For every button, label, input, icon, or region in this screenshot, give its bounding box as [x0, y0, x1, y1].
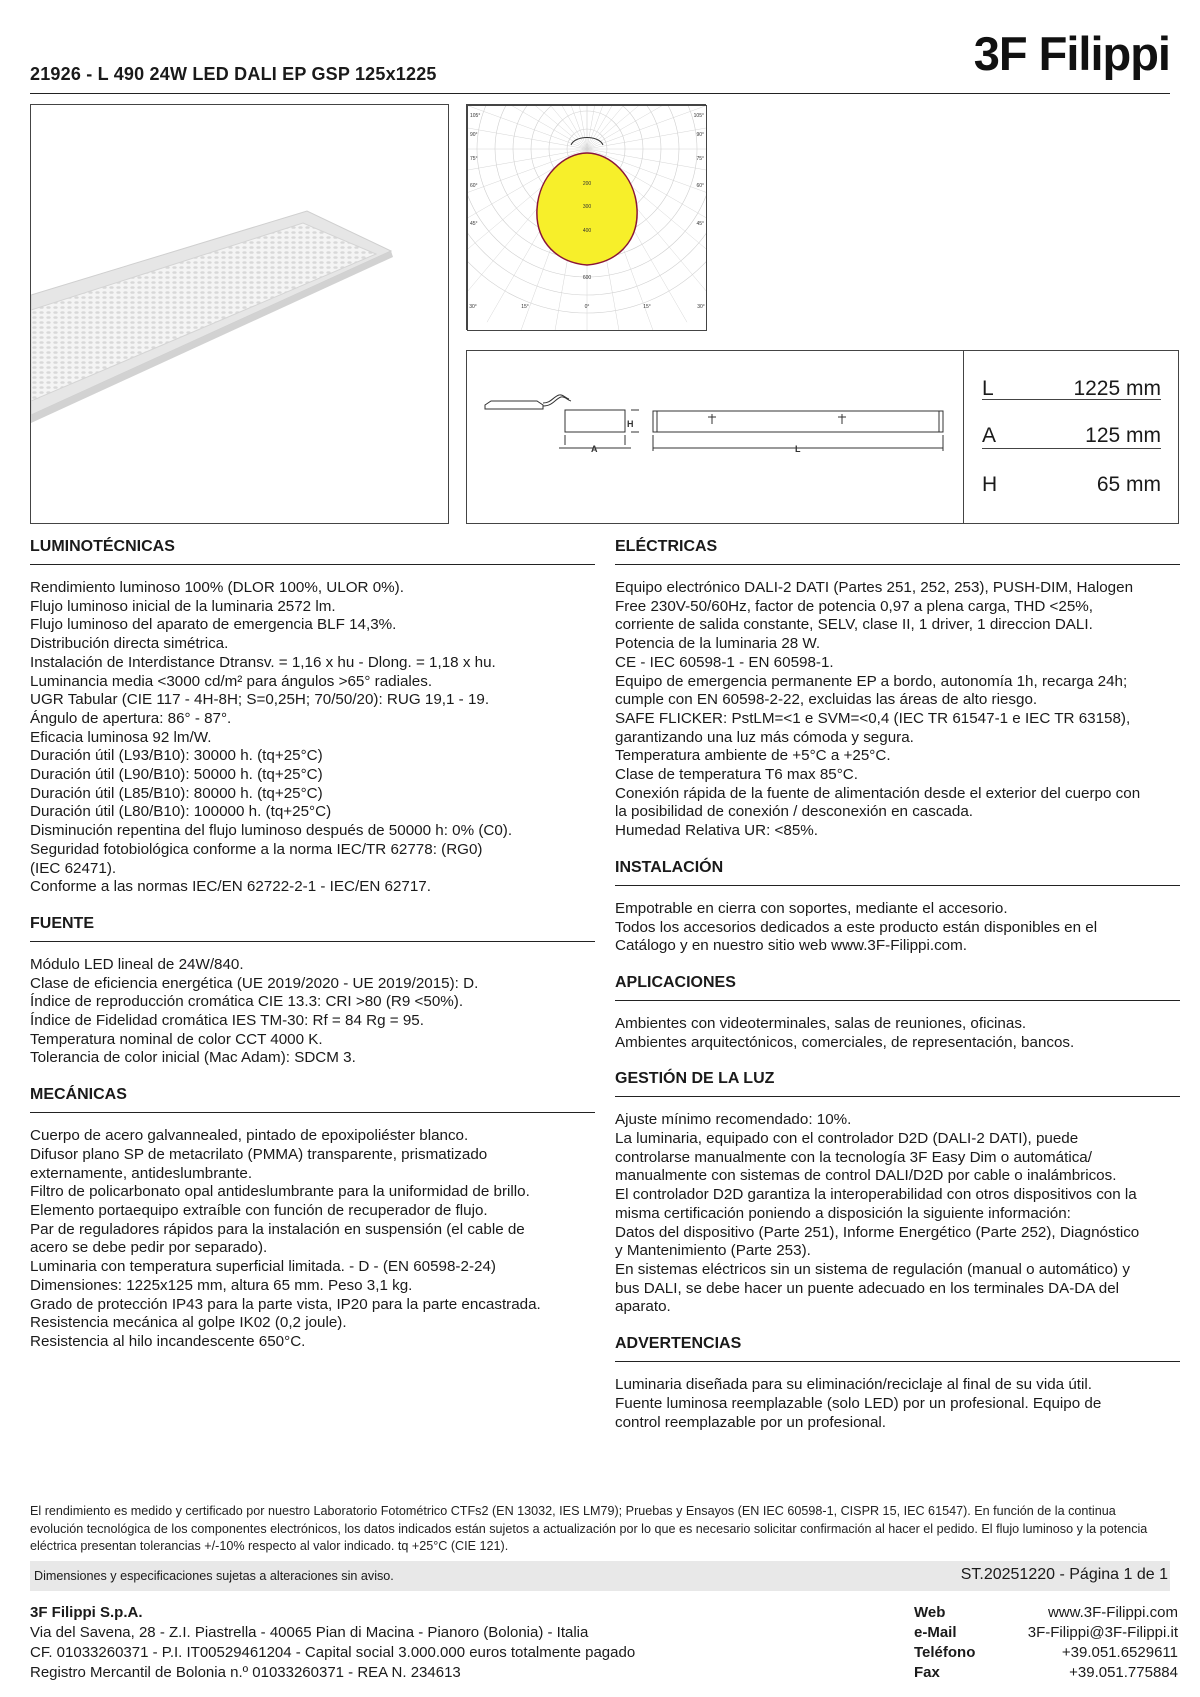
section-body: [615, 1111, 1180, 1317]
polar-angle-label: 45°: [696, 221, 704, 227]
section-body: [615, 900, 1180, 956]
polar-angle-label: 90°: [696, 132, 704, 138]
polar-angle-label: 75°: [696, 156, 704, 162]
company-tax: CF. 01033260371 - P.I. IT00529461204 - Capital social 3.000.000 euros totalmente pagado: [30, 1644, 636, 1661]
footer-disclaimer: Dimensiones y especificaciones sujetas a alteraciones sin aviso.: [34, 1569, 394, 1583]
header: [30, 20, 1170, 94]
product-photo: [30, 104, 449, 524]
company-registry: Registro Mercantil de Bolonia n.º 01033260371 - REA N. 234613: [30, 1664, 461, 1681]
dimension-value: 65 mm: [1096, 473, 1161, 496]
footer-bar: [30, 1561, 1170, 1591]
spec-line: Luminaria diseñada para su eliminación/reciclaje al final de su vida útil.: [615, 1376, 1092, 1394]
spec-line: Empotrable en cierra con soportes, mediante el accesorio.: [615, 899, 1008, 917]
spec-line: Temperatura nominal de color CCT 4000 K.: [30, 1030, 323, 1048]
spec-line: control reemplazable por un profesional.: [615, 1413, 887, 1431]
company-address: Via del Savena, 28 - Z.I. Piastrella - 40065 Pian di Macina - Pianoro (Bolonia) - Italia: [30, 1624, 589, 1641]
dimension-value: 1225 mm: [1073, 377, 1161, 400]
spec-line: corriente de salida constante, SELV, clase II, 1 driver, 1 direccion DALI.: [615, 616, 1093, 634]
spec-section: [615, 1066, 1180, 1317]
dimension-key: A: [982, 424, 997, 447]
section-body: [615, 1376, 1180, 1432]
spec-line: Tolerancia de color inicial (Mac Adam): SDCM 3.: [30, 1049, 356, 1067]
spec-line: Flujo luminoso inicial de la luminaria 2572 lm.: [30, 597, 336, 615]
drawing-label-a: A: [591, 444, 598, 454]
spec-line: Clase de temperatura T6 max 85°C.: [615, 766, 858, 784]
polar-radial-label: 200: [582, 181, 592, 187]
spec-line: Ajuste mínimo recomendado: 10%.: [615, 1111, 852, 1129]
spec-line: Dimensiones: 1225x125 mm, altura 65 mm. Peso 3,1 kg.: [30, 1276, 413, 1294]
spec-line: Distribución directa simétrica.: [30, 635, 229, 653]
spec-line: Duración útil (L80/B10): 100000 h. (tq+25°C): [30, 803, 332, 821]
section-heading: APLICACIONES: [615, 970, 1180, 1001]
contact-key: Teléfono: [914, 1644, 976, 1661]
spec-line: externamente, antideslumbrante.: [30, 1164, 253, 1182]
spec-line: Índice de Fidelidad cromática IES TM-30: Rf = 84 Rg = 95.: [30, 1012, 424, 1030]
spec-line: Ambientes arquitectónicos, comerciales, de representación, bancos.: [615, 1033, 1075, 1051]
company-name: 3F Filippi S.p.A.: [30, 1604, 143, 1621]
spec-line: Difusor plano SP de metacrilato (PMMA) transparente, prismatizado: [30, 1145, 488, 1163]
technical-drawing: [467, 351, 964, 525]
spec-line: Filtro de policarbonato opal antideslumbrante para la uniformidad de brillo.: [30, 1183, 530, 1201]
spec-line: Eficacia luminosa 92 lm/W.: [30, 728, 212, 746]
spec-line: aparato.: [615, 1298, 671, 1316]
spec-line: bus DALI, se debe hacer un puente adecuado en los terminales DA-DA del: [615, 1279, 1120, 1297]
drawing-label-h: H: [627, 419, 634, 429]
spec-line: manualmente con sistemas de control DALI/D2D por cable o inalámbricos.: [615, 1167, 1117, 1185]
spec-line: Luminaria con temperatura superficial limitada. - D - (EN 60598-2-24): [30, 1258, 496, 1276]
drawing-label-l: L: [795, 444, 801, 454]
section-heading: INSTALACIÓN: [615, 855, 1180, 886]
company-info: [30, 1603, 635, 1683]
polar-angle-label: 45°: [470, 221, 478, 227]
spec-line: garantizando una luz más cómoda y segura.: [615, 728, 914, 746]
spec-line: la posibilidad de conexión / desconexión en cascada.: [615, 803, 973, 821]
spec-line: cumple con EN 60598-2-22, excluidas las áreas de alto riesgo.: [615, 691, 1038, 709]
dimension-key: L: [982, 377, 994, 400]
contact-row: [914, 1623, 1178, 1643]
polar-diagram: [466, 104, 706, 330]
contact-key: Fax: [914, 1664, 940, 1681]
spec-line: Luminancia media <3000 cd/m² para ángulos >65° radiales.: [30, 672, 433, 690]
spec-line: Humedad Relativa UR: <85%.: [615, 822, 819, 840]
polar-angle-label: 60°: [696, 183, 704, 189]
section-heading: GESTIÓN DE LA LUZ: [615, 1066, 1180, 1097]
luminaire-illustration: [31, 105, 449, 524]
spec-line: Rendimiento luminoso 100% (DLOR 100%, ULOR 0%).: [30, 579, 404, 596]
polar-radial-label: 400: [582, 228, 592, 234]
polar-angle-label: 0°: [584, 304, 590, 310]
spec-section: [30, 911, 595, 1068]
spec-line: (IEC 62471).: [30, 859, 117, 877]
polar-angle-label: 30°: [469, 304, 477, 310]
spec-line: Ambientes con videoterminales, salas de reuniones, oficinas.: [615, 1014, 1027, 1032]
section-heading: LUMINOTÉCNICAS: [30, 534, 595, 565]
spec-line: Resistencia al hilo incandescente 650°C.: [30, 1332, 306, 1350]
spec-line: Disminución repentina del flujo luminoso después de 50000 h: 0% (C0).: [30, 822, 513, 840]
spec-line: Resistencia mecánica al golpe IK02 (0,2 joule).: [30, 1314, 347, 1332]
spec-line: SAFE FLICKER: PstLM=<1 e SVM=<0,4 (IEC TR 61547-1 e IEC TR 63158),: [615, 709, 1131, 727]
contact-key: e-Mail: [914, 1624, 957, 1641]
dimension-key: H: [982, 473, 998, 496]
spec-line: Módulo LED lineal de 24W/840.: [30, 955, 244, 973]
spec-section: [615, 855, 1180, 956]
spec-line: Duración útil (L90/B10): 50000 h. (tq+25°C): [30, 766, 323, 784]
spec-line: Clase de eficiencia energética (UE 2019/2020 - UE 2019/2015): D.: [30, 974, 479, 992]
spec-section: [615, 534, 1180, 841]
spec-line: CE - IEC 60598-1 - EN 60598-1.: [615, 653, 834, 671]
spec-line: En sistemas eléctricos sin un sistema de regulación (manual o automático) y: [615, 1260, 1130, 1278]
polar-diagram-svg: [467, 105, 707, 331]
spec-line: El controlador D2D garantiza la interoperabilidad con otros dispositivos con la: [615, 1186, 1137, 1204]
dimension-row: [982, 449, 1161, 498]
contact-fax: +39.051.775884: [1069, 1664, 1178, 1681]
spec-line: Cuerpo de acero galvannealed, pintado de epoxipoliéster blanco.: [30, 1127, 469, 1145]
spec-line: Elemento portaequipo extraíble con función de recuperador de flujo.: [30, 1201, 488, 1219]
right-spec-column: [615, 534, 1180, 1446]
left-spec-column: [30, 534, 595, 1366]
page-reference: ST.20251220 - Página 1 de 1: [960, 1566, 1168, 1583]
polar-angle-label: 15°: [521, 304, 529, 310]
contact-row: [914, 1603, 1178, 1623]
polar-angle-label: 60°: [470, 183, 478, 189]
spec-line: La luminaria, equipado con el controlador D2D (DALI-2 DATI), puede: [615, 1130, 1079, 1148]
contact-phone: +39.051.6529611: [1061, 1644, 1178, 1661]
dimension-row: [982, 351, 1161, 400]
spec-line: Par de reguladores rápidos para la instalación en suspensión (el cable de: [30, 1220, 525, 1238]
spec-line: Equipo electrónico DALI-2 DATI (Partes 251, 252, 253), PUSH-DIM, Halogen: [615, 579, 1134, 596]
dimension-drawing: [467, 351, 964, 523]
section-body: [30, 1127, 595, 1351]
spec-line: Instalación de Interdistance Dtransv. = 1,16 x hu - Dlong. = 1,18 x hu.: [30, 653, 496, 671]
polar-angle-label: 30°: [697, 304, 705, 310]
spec-line: Potencia de la luminaria 28 W.: [615, 635, 821, 653]
dimensions-panel: [466, 350, 1179, 524]
spec-line: Ángulo de apertura: 86° - 87°.: [30, 709, 232, 727]
spec-line: misma certificación poniendo a disposición la siguiente información:: [615, 1204, 1071, 1222]
spec-section: [615, 1331, 1180, 1432]
section-body: [615, 579, 1180, 841]
contact-row: [914, 1643, 1178, 1663]
polar-angle-label: 90°: [470, 132, 478, 138]
spec-line: controlarse manualmente con la tecnología 3F Easy Dim o automática/: [615, 1148, 1092, 1166]
spec-line: UGR Tabular (CIE 117 - 4H-8H; S=0,25H; 70/50/20): RUG 19,1 - 19.: [30, 691, 490, 709]
polar-angle-label: 105°: [693, 113, 704, 119]
section-body: [30, 579, 595, 897]
contact-list: [914, 1603, 1178, 1683]
spec-line: Conforme a las normas IEC/EN 62722-2-1 - IEC/EN 62717.: [30, 878, 431, 896]
section-body: [30, 956, 595, 1068]
polar-angle-label: 15°: [643, 304, 651, 310]
spec-line: Todos los accesorios dedicados a este producto están disponibles en el: [615, 918, 1098, 936]
section-body: [615, 1015, 1180, 1052]
polar-angle-label: 105°: [470, 113, 481, 119]
spec-line: Catálogo y en nuestro sitio web www.3F-Filippi.com.: [615, 937, 967, 955]
spec-line: Equipo de emergencia permanente EP a bordo, autonomía 1h, recarga 24h;: [615, 672, 1128, 690]
spec-section: [30, 534, 595, 897]
spec-line: Conexión rápida de la fuente de alimentación desde el exterior del cuerpo con: [615, 784, 1141, 802]
footer-note: El rendimiento es medido y certificado por nuestro Laboratorio Fotométrico CTFs2 (EN 13032, IES LM79); Pruebas y Ensayos (EN IEC 60598-1, CISPR 15, IEC 61547). En función de la continua evolución tecnológica de los componentes electrónicos, los datos indicados están sujetos a actualización por lo que es necesario solicitar confirmación al hacer el pedido. El flujo luminoso y la potencia eléctrica presentan tolerancias +/-10% respecto al valor indicado. tq +25°C (CIE 121).: [30, 1504, 1148, 1553]
contact-email-link[interactable]: 3F-Filippi@3F-Filippi.it: [1027, 1624, 1178, 1641]
section-heading: FUENTE: [30, 911, 595, 942]
polar-angle-label: 75°: [470, 156, 478, 162]
product-title: 21926 - L 490 24W LED DALI EP GSP 125x1225: [30, 64, 437, 84]
dimension-value: 125 mm: [1085, 424, 1161, 447]
spec-line: Free 230V-50/60Hz, factor de potencia 0,97 a plena carga, THD <25%,: [615, 597, 1093, 615]
section-heading: MECÁNICAS: [30, 1082, 595, 1113]
contact-web-link[interactable]: www.3F-Filippi.com: [1047, 1604, 1178, 1621]
brand-logo: 3F Filippi: [973, 27, 1170, 80]
spec-line: Flujo luminoso del aparato de emergencia BLF 14,3%.: [30, 616, 397, 634]
polar-radial-label: 600: [582, 275, 592, 281]
spec-line: Datos del dispositivo (Parte 251), Informe Energético (Parte 252), Diagnóstico: [615, 1223, 1140, 1241]
section-heading: ADVERTENCIAS: [615, 1331, 1180, 1362]
spec-section: [615, 970, 1180, 1052]
spec-section: [30, 1082, 595, 1351]
dimension-row: [982, 400, 1161, 449]
spec-line: Temperatura ambiente de +5°C a +25°C.: [615, 747, 891, 765]
contact-row: [914, 1663, 1178, 1683]
spec-line: Fuente luminosa reemplazable (solo LED) por un profesional. Equipo de: [615, 1394, 1102, 1412]
spec-line: Duración útil (L85/B10): 80000 h. (tq+25°C): [30, 784, 323, 802]
spec-line: Grado de protección IP43 para la parte vista, IP20 para la parte encastrada.: [30, 1295, 541, 1313]
spec-line: y Mantenimiento (Parte 253).: [615, 1242, 811, 1260]
spec-line: acero se debe pedir por separado).: [30, 1239, 268, 1257]
contact-key: Web: [914, 1604, 946, 1621]
spec-line: Índice de reproducción cromática CIE 13.3: CRI >80 (R9 <50%).: [30, 993, 464, 1011]
polar-radial-label: 300: [582, 204, 592, 210]
spec-line: Seguridad fotobiológica conforme a la norma IEC/TR 62778: (RG0): [30, 840, 483, 858]
spec-line: Duración útil (L93/B10): 30000 h. (tq+25°C): [30, 747, 323, 765]
dimensions-table: [964, 351, 1178, 523]
section-heading: ELÉCTRICAS: [615, 534, 1180, 565]
